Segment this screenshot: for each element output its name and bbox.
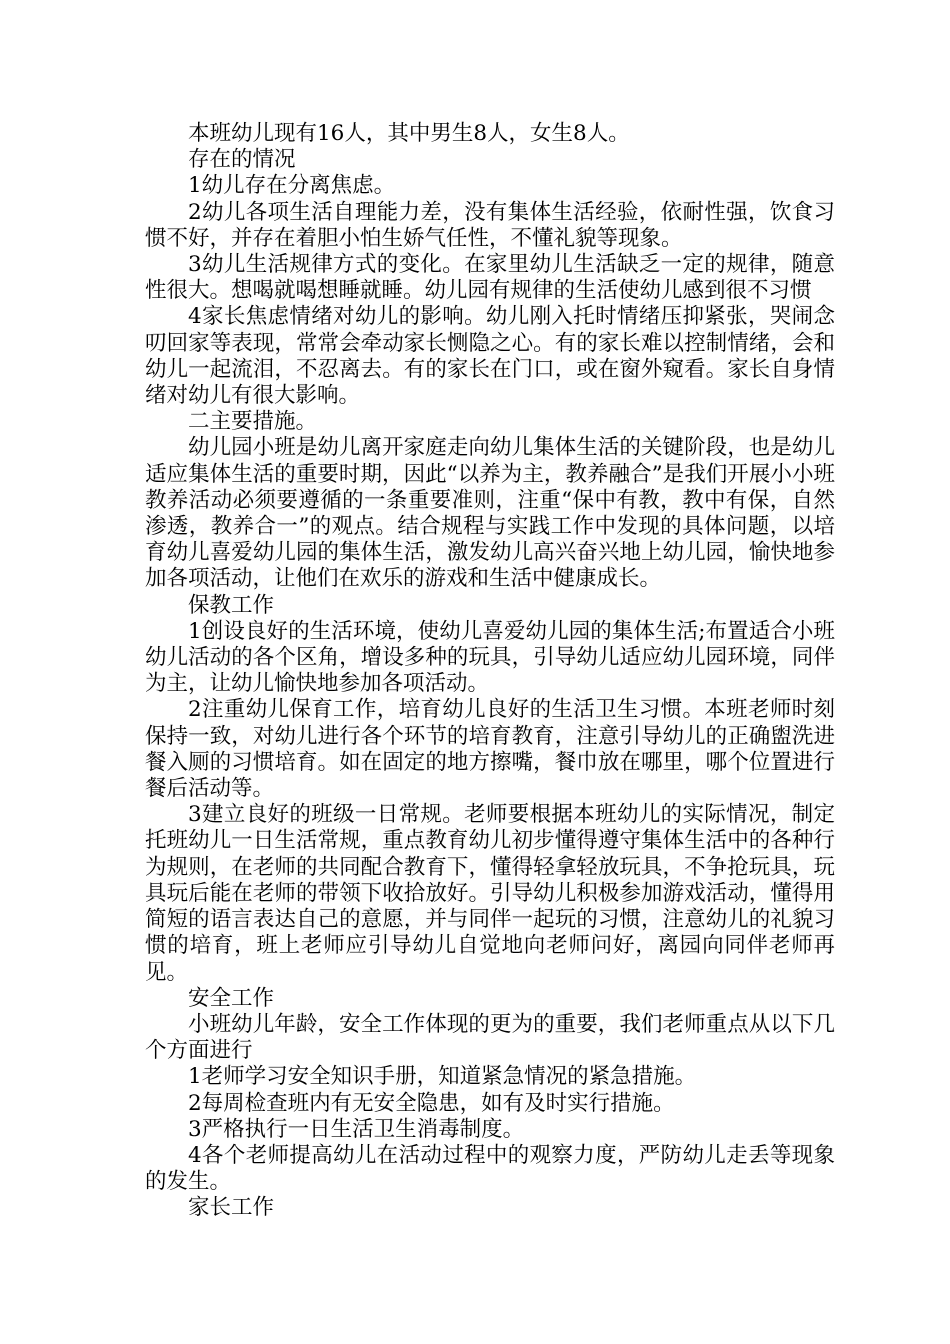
paragraph-care-2: 2注重幼儿保育工作，培育幼儿良好的生活卫生习惯。本班老师时刻保持一致，对幼儿进行各个环节的培育教育，注意引导幼儿的正确盥洗进餐入厕的习惯培育。如在固定的地方擦嘴，餐巾放在哪里，哪个位置进行餐后活动等。 (145, 697, 835, 802)
heading-parent-work: 家长工作 (188, 1195, 275, 1221)
paragraph-measures-intro: 幼儿园小班是幼儿离开家庭走向幼儿集体生活的关键阶段，也是幼儿适应集体生活的重要时期，因此“以养为主，教养融合”是我们开展小小班教养活动必须要遵循的一条重要准则，注重“保中有教，教中有保，自然渗透，教养合一”的观点。结合规程与实践工作中发现的具体问题，以培育幼儿喜爱幼儿园的集体生活，激发幼儿高兴奋兴地上幼儿园，愉快地参加各项活动，让他们在欢乐的游戏和生活中健康成长。 (145, 435, 835, 592)
paragraph-safety-1: 1老师学习安全知识手册，知道紧急情况的紧急措施。 (188, 1064, 697, 1090)
paragraph-safety-4: 4各个老师提高幼儿在活动过程中的观察力度，严防幼儿走丢等现象的发生。 (145, 1142, 835, 1195)
paragraph-safety-2: 2每周检查班内有无安全隐患，如有及时实行措施。 (188, 1090, 675, 1116)
paragraph-safety-intro: 小班幼儿年龄，安全工作体现的更为的重要，我们老师重点从以下几个方面进行 (145, 1011, 835, 1064)
paragraph-situation-3: 3幼儿生活规律方式的变化。在家里幼儿生活缺乏一定的规律，随意性很大。想喝就喝想睡就睡。幼儿园有规律的生活使幼儿感到很不习惯 (145, 252, 835, 304)
paragraph-care-3: 3建立良好的班级一日常规。老师要根据本班幼儿的实际情况，制定托班幼儿一日生活常规，重点教育幼儿初步懂得遵守集体生活中的各种行为规则，在老师的共同配合教育下，懂得轻拿轻放玩具，不争抢玩具，玩具玩后能在老师的带领下收拾放好。引导幼儿积极参加游戏活动，懂得用简短的语言表达自己的意愿，并与同伴一起玩的习惯，注意幼儿的礼貌习惯的培育，班上老师应引导幼儿自觉地向老师问好，离园向同伴老师再见。 (145, 802, 835, 985)
document-body (145, 121, 835, 1222)
paragraph-situation-4: 4家长焦虑情绪对幼儿的影响。幼儿刚入托时情绪压抑紧张，哭闹念叨回家等表现，常常会牵动家长恻隐之心。有的家长难以控制情绪，会和幼儿一起流泪，不忍离去。有的家长在门口，或在窗外窥看。家长自身情绪对幼儿有很大影响。 (145, 304, 835, 409)
paragraph-situation-1: 1幼儿存在分离焦虑。 (188, 173, 396, 199)
heading-care-education: 保教工作 (188, 592, 275, 618)
heading-safety-work: 安全工作 (188, 985, 275, 1011)
heading-current-situation: 存在的情况 (188, 147, 296, 173)
paragraph-situation-2: 2幼儿各项生活自理能力差，没有集体生活经验，依耐性强，饮食习惯不好，并存在着胆小怕生娇气任性，不懂礼貌等现象。 (145, 199, 835, 251)
paragraph-care-1: 1创设良好的生活环境，使幼儿喜爱幼儿园的集体生活;布置适合小班幼儿活动的各个区角，增设多种的玩具，引导幼儿适应幼儿园环境，同伴为主，让幼儿愉快地参加各项活动。 (145, 618, 835, 697)
heading-main-measures: 二主要措施。 (188, 409, 318, 435)
paragraph-class-size: 本班幼儿现有16人，其中男生8人，女生8人。 (188, 121, 630, 146)
paragraph-safety-3: 3严格执行一日生活卫生消毒制度。 (188, 1116, 525, 1142)
